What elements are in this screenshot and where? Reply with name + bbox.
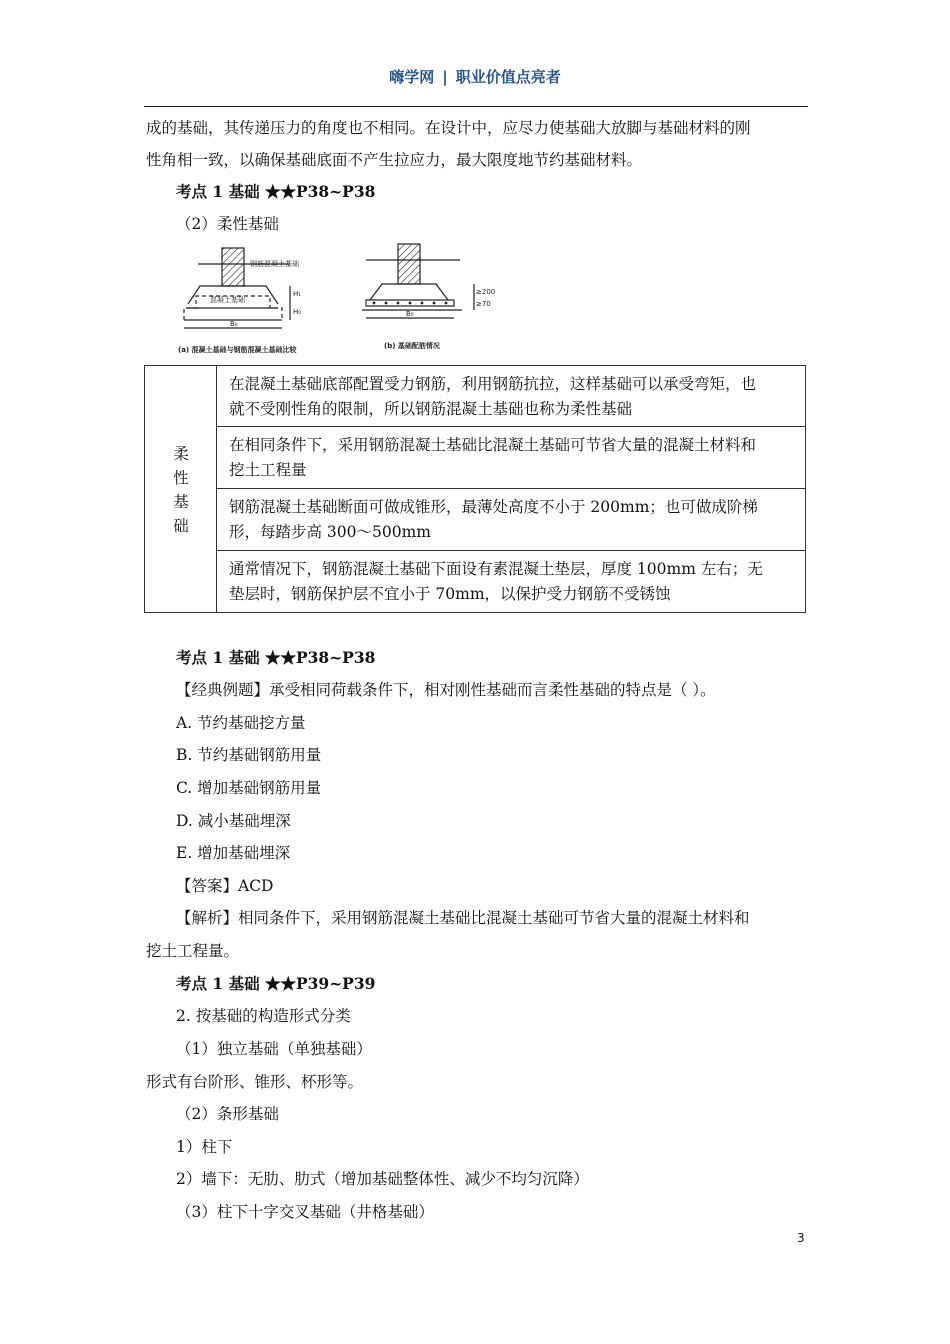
- table-side-label: [145, 366, 217, 612]
- analysis-line-2: 挖土工程量。: [146, 942, 240, 960]
- answer: 【答案】ACD: [176, 877, 274, 895]
- label-dim200: ≥200: [476, 288, 496, 296]
- table-row-line: 就不受刚性角的限制，所以钢筋混凝土基础也称为柔性基础: [229, 400, 633, 418]
- section-heading-2: 考点 1 基础 ★★P38~P38: [176, 648, 376, 667]
- figure-caption-b: (b) 基础配筋情况: [384, 342, 440, 350]
- header-brand: 嗨学网: [389, 68, 435, 86]
- rebar-dot: [373, 302, 376, 305]
- rebar-dot: [445, 302, 448, 305]
- table-row-line: 形，每踏步高 300～500mm: [229, 523, 431, 541]
- option-b: B. 节约基础钢筋用量: [176, 746, 322, 764]
- rebar-dot: [433, 302, 436, 305]
- table-row-line: 在混凝土基础底部配置受力钢筋，利用钢筋抗拉，这样基础可以承受弯矩，也: [229, 375, 757, 393]
- label-h1: H₁: [293, 290, 302, 298]
- table-row: [217, 551, 805, 613]
- item-strip-foundation: （2）条形基础: [176, 1105, 279, 1123]
- side-char: 础: [173, 517, 189, 535]
- header-separator: |: [442, 68, 448, 86]
- classification-heading: 2. 按基础的构造形式分类: [176, 1007, 351, 1025]
- option-d: D. 减小基础埋深: [176, 812, 291, 830]
- rebar-dot: [397, 302, 400, 305]
- table-row: [217, 489, 805, 551]
- option-e: E. 增加基础埋深: [176, 844, 291, 862]
- foundation-figure: [170, 238, 510, 358]
- side-char: 性: [173, 469, 189, 487]
- flexible-foundation-table: [144, 365, 806, 613]
- item-cross-foundation: （3）柱下十字交叉基础（井格基础）: [176, 1203, 434, 1221]
- option-c: C. 增加基础钢筋用量: [176, 779, 322, 797]
- section-heading-3: 考点 1 基础 ★★P39~P39: [176, 974, 376, 993]
- option-a: A. 节约基础挖方量: [176, 714, 306, 732]
- intro-line-2: 性角相一致，以确保基础底面不产生拉应力，最大限度地节约基础材料。: [146, 151, 643, 169]
- column-right: [398, 244, 420, 284]
- rc-footing-outline: [370, 284, 448, 300]
- column-left: [222, 248, 244, 286]
- header-slogan: 职业价值点亮者: [455, 68, 561, 86]
- item-strip-under-wall: 2）墙下：无肋、肋式（增加基础整体性、减少不均匀沉降）: [176, 1170, 589, 1188]
- table-row-line: 在相同条件下，采用钢筋混凝土基础比混凝土基础可节省大量的混凝土材料和: [229, 436, 757, 454]
- analysis-line-1: 【解析】相同条件下，采用钢筋混凝土基础比混凝土基础可节省大量的混凝土材料和: [176, 909, 750, 927]
- header-rule: [144, 106, 808, 107]
- page-header: [0, 66, 950, 87]
- label-b-right: B₀: [406, 310, 414, 318]
- table-row-line: 通常情况下，钢筋混凝土基础下面设有素混凝土垫层，厚度 100mm 左右；无: [229, 560, 763, 578]
- label-h0: H₀: [293, 308, 302, 316]
- rebar-dot: [421, 302, 424, 305]
- item-independent-foundation: （1）独立基础（单独基础）: [176, 1040, 372, 1058]
- section-heading-1: 考点 1 基础 ★★P38~P38: [176, 182, 376, 201]
- side-char: 柔: [173, 445, 189, 463]
- label-b-left: B₀: [230, 320, 238, 328]
- table-row-line: 挖土工程量: [229, 461, 307, 479]
- table-row-line: 垫层时，钢筋保护层不宜小于 70mm，以保护受力钢筋不受锈蚀: [229, 585, 671, 603]
- table-row: [217, 366, 805, 427]
- item-strip-under-column: 1）柱下: [176, 1138, 233, 1156]
- label-rc: 钢筋混凝土基础: [250, 260, 299, 268]
- table-row: [217, 427, 805, 489]
- label-dim70: ≥70: [476, 300, 491, 308]
- intro-line-1: 成的基础，其传递压力的角度也不相同。在设计中，应尽力使基础大放脚与基础材料的刚: [146, 119, 751, 137]
- label-concrete: 混凝土基础: [210, 296, 245, 304]
- subsection-flexible-foundation: （2）柔性基础: [176, 215, 279, 233]
- table-row-line: 钢筋混凝土基础断面可做成锥形，最薄处高度不小于 200mm；也可做成阶梯: [229, 498, 758, 516]
- page-number: 3: [797, 1231, 805, 1245]
- rebar-dot: [409, 302, 412, 305]
- rebar-dot: [385, 302, 388, 305]
- side-char: 基: [173, 493, 189, 511]
- figure-caption-a: (a) 混凝土基础与钢筋混凝土基础比较: [178, 346, 297, 354]
- item-independent-desc: 形式有台阶形、锥形、杯形等。: [146, 1073, 364, 1091]
- example-question: 【经典例题】承受相同荷载条件下，相对刚性基础而言柔性基础的特点是（ ）。: [176, 681, 716, 699]
